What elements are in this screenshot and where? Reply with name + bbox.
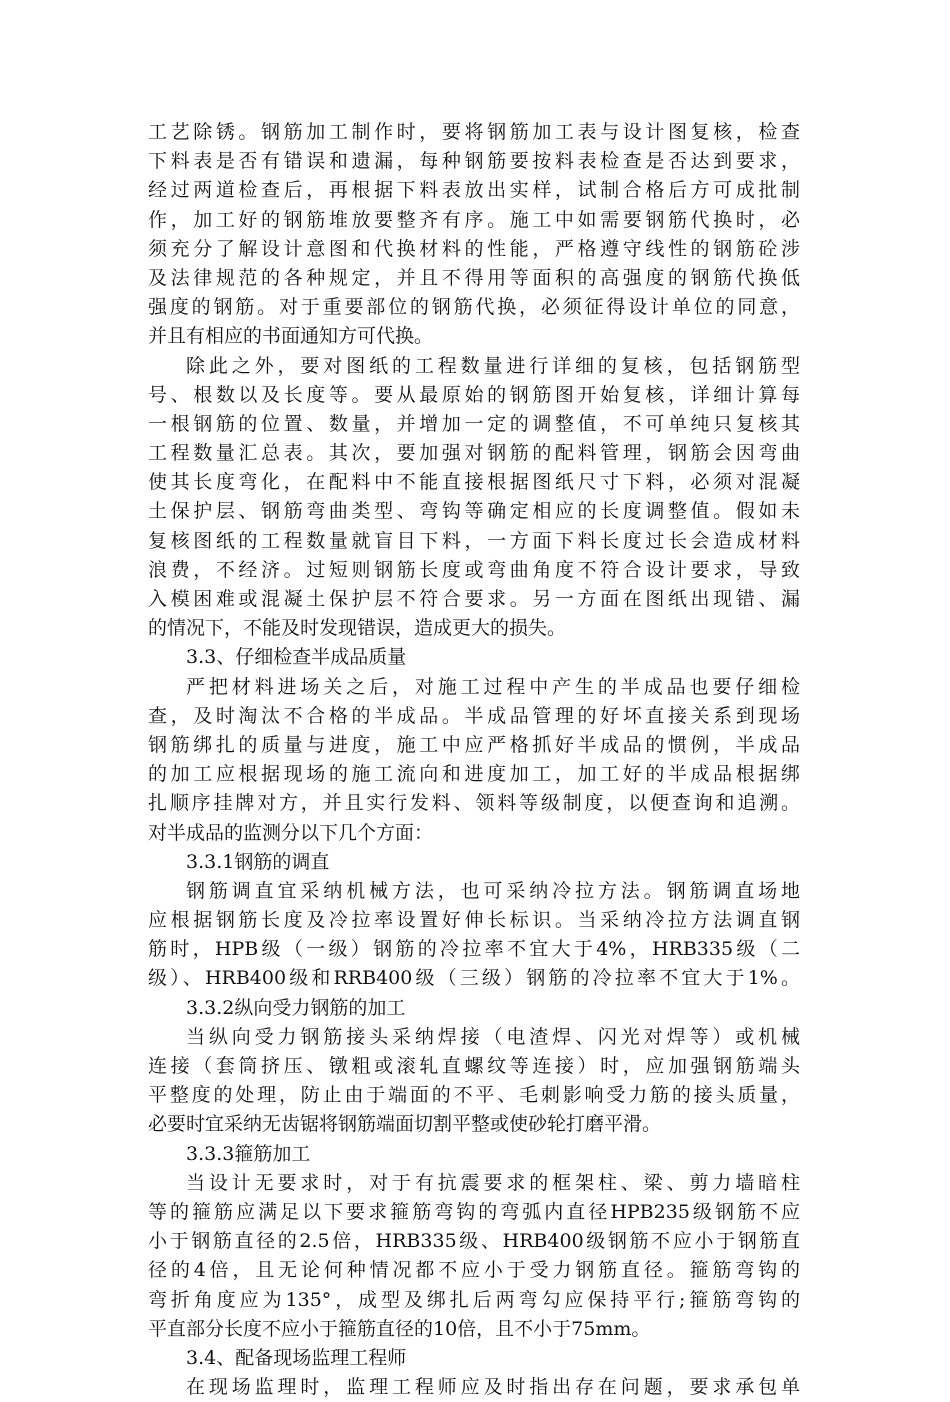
section-heading: 3.3.2纵向受力钢筋的加工: [186, 996, 406, 1019]
body-text-line: 的加工应根据现场的施工流向和进度加工，加工好的半成品根据绑: [148, 763, 800, 786]
document-page: [148, 118, 800, 1402]
body-text-line: 入模困难或混凝土保护层不符合要求。另一方面在图纸出现错、漏: [148, 588, 800, 610]
body-text-line: 土保护层、钢筋弯曲类型、弯钩等确定相应的长度调整值。假如未: [148, 500, 800, 523]
paragraph-first-line: 除此之外，要对图纸的工程数量进行详细的复核，包括钢筋型: [186, 354, 800, 377]
body-text-line: 径的4倍，且无论何种情况都不应小于受力钢筋直径。箍筋弯钩的: [148, 1259, 800, 1282]
body-text-line: 级）、HRB400级和RRB400级（三级）钢筋的冷拉率不宜大于1%。: [148, 967, 800, 990]
paragraph-first-line: 在现场监理时，监理工程师应及时指出存在问题，要求承包单: [186, 1376, 800, 1399]
body-text-line: 弯折角度应为135°，成型及绑扎后两弯勾应保持平行;箍筋弯钩的: [148, 1288, 800, 1311]
body-text-line: 并且有相应的书面通知方可代换。: [148, 325, 434, 348]
body-text-line: 平整度的处理，防止由于端面的不平、毛刺影响受力筋的接头质量，: [148, 1084, 800, 1107]
paragraph-first-line: 严把材料进场关之后，对施工过程中产生的半成品也要仔细检: [186, 675, 800, 698]
body-text-line: 及法律规范的各种规定，并且不得用等面积的高强度的钢筋代换低: [148, 266, 800, 289]
body-text-line: 平直部分长度不应小于箍筋直径的10倍，且不小于75mm。: [148, 1317, 651, 1340]
body-text-line: 须充分了解设计意图和代换材料的性能，严格遵守线性的钢筋砼涉: [148, 237, 800, 260]
body-text-line: 作，加工好的钢筋堆放要整齐有序。施工中如需要钢筋代换时，必: [148, 208, 800, 231]
body-text-line: 筋时，HPB级（一级）钢筋的冷拉率不宜大于4%，HRB335级（二: [148, 938, 800, 961]
body-text-line: 小于钢筋直径的2.5倍，HRB335级、HRB400级钢筋不应小于钢筋直: [148, 1230, 800, 1253]
section-heading: 3.3.3箍筋加工: [186, 1142, 311, 1165]
body-text-line: 号、根数以及长度等。要从最原始的钢筋图开始复核，详细计算每: [148, 383, 800, 406]
body-text-line: 工艺除锈。钢筋加工制作时，要将钢筋加工表与设计图复核，检查: [148, 121, 800, 143]
body-text-line: 查，及时淘汰不合格的半成品。半成品管理的好坏直接关系到现场: [148, 704, 800, 727]
paragraph-first-line: 当设计无要求时，对于有抗震要求的框架柱、梁、剪力墙暗柱: [186, 1171, 800, 1194]
body-text-line: 强度的钢筋。对于重要部位的钢筋代换，必须征得设计单位的同意，: [148, 296, 800, 319]
body-text-line: 扎顺序挂牌对方，并且实行发料、领料等级制度，以便查询和追溯。: [148, 792, 800, 815]
body-text-line: 的情况下，不能及时发现错误，造成更大的损失。: [148, 617, 567, 640]
body-text-line: 钢筋绑扎的质量与进度，施工中应严格抓好半成品的惯例，半成品: [148, 733, 800, 756]
section-heading: 3.3、仔细检查半成品质量: [186, 646, 407, 669]
body-text-line: 连接（套筒挤压、镦粗或滚轧直螺纹等连接）时，应加强钢筋端头: [148, 1055, 800, 1077]
body-text-line: 浪费，不经济。过短则钢筋长度或弯曲角度不符合设计要求，导致: [148, 558, 800, 581]
body-text-line: 必要时宜采纳无齿锯将钢筋端面切割平整或使砂轮打磨平滑。: [148, 1113, 662, 1136]
paragraph-first-line: 当纵向受力钢筋接头采纳焊接（电渣焊、闪光对焊等）或机械: [186, 1025, 800, 1048]
body-text-line: 经过两道检查后，再根据下料表放出实样，试制合格后方可成批制: [148, 179, 800, 202]
paragraph-first-line: 钢筋调直宜采纳机械方法，也可采纳冷拉方法。钢筋调直场地: [186, 879, 800, 902]
body-text-line: 使其长度弯化，在配料中不能直接根据图纸尺寸下料，必须对混凝: [148, 471, 800, 494]
body-text-line: 复核图纸的工程数量就盲目下料，一方面下料长度过长会造成材料: [148, 529, 800, 552]
body-text-line: 等的箍筋应满足以下要求箍筋弯钩的弯弧内直径HPB235级钢筋不应: [148, 1200, 800, 1223]
body-text-line: 工程数量汇总表。其次，要加强对钢筋的配料管理，钢筋会因弯曲: [148, 442, 800, 465]
section-heading: 3.4、配备现场监理工程师: [186, 1346, 407, 1369]
body-text-line: 应根据钢筋长度及冷拉率设置好伸长标识。当采纳冷拉方法调直钢: [148, 909, 800, 932]
body-text-line: 一根钢筋的位置、数量，并增加一定的调整值，不可单纯只复核其: [148, 412, 800, 435]
section-heading: 3.3.1钢筋的调直: [186, 850, 330, 873]
body-text-line: 下料表是否有错误和遗漏，每种钢筋要按料表检查是否达到要求，: [148, 150, 800, 173]
body-text-line: 对半成品的监测分以下几个方面：: [148, 821, 434, 844]
